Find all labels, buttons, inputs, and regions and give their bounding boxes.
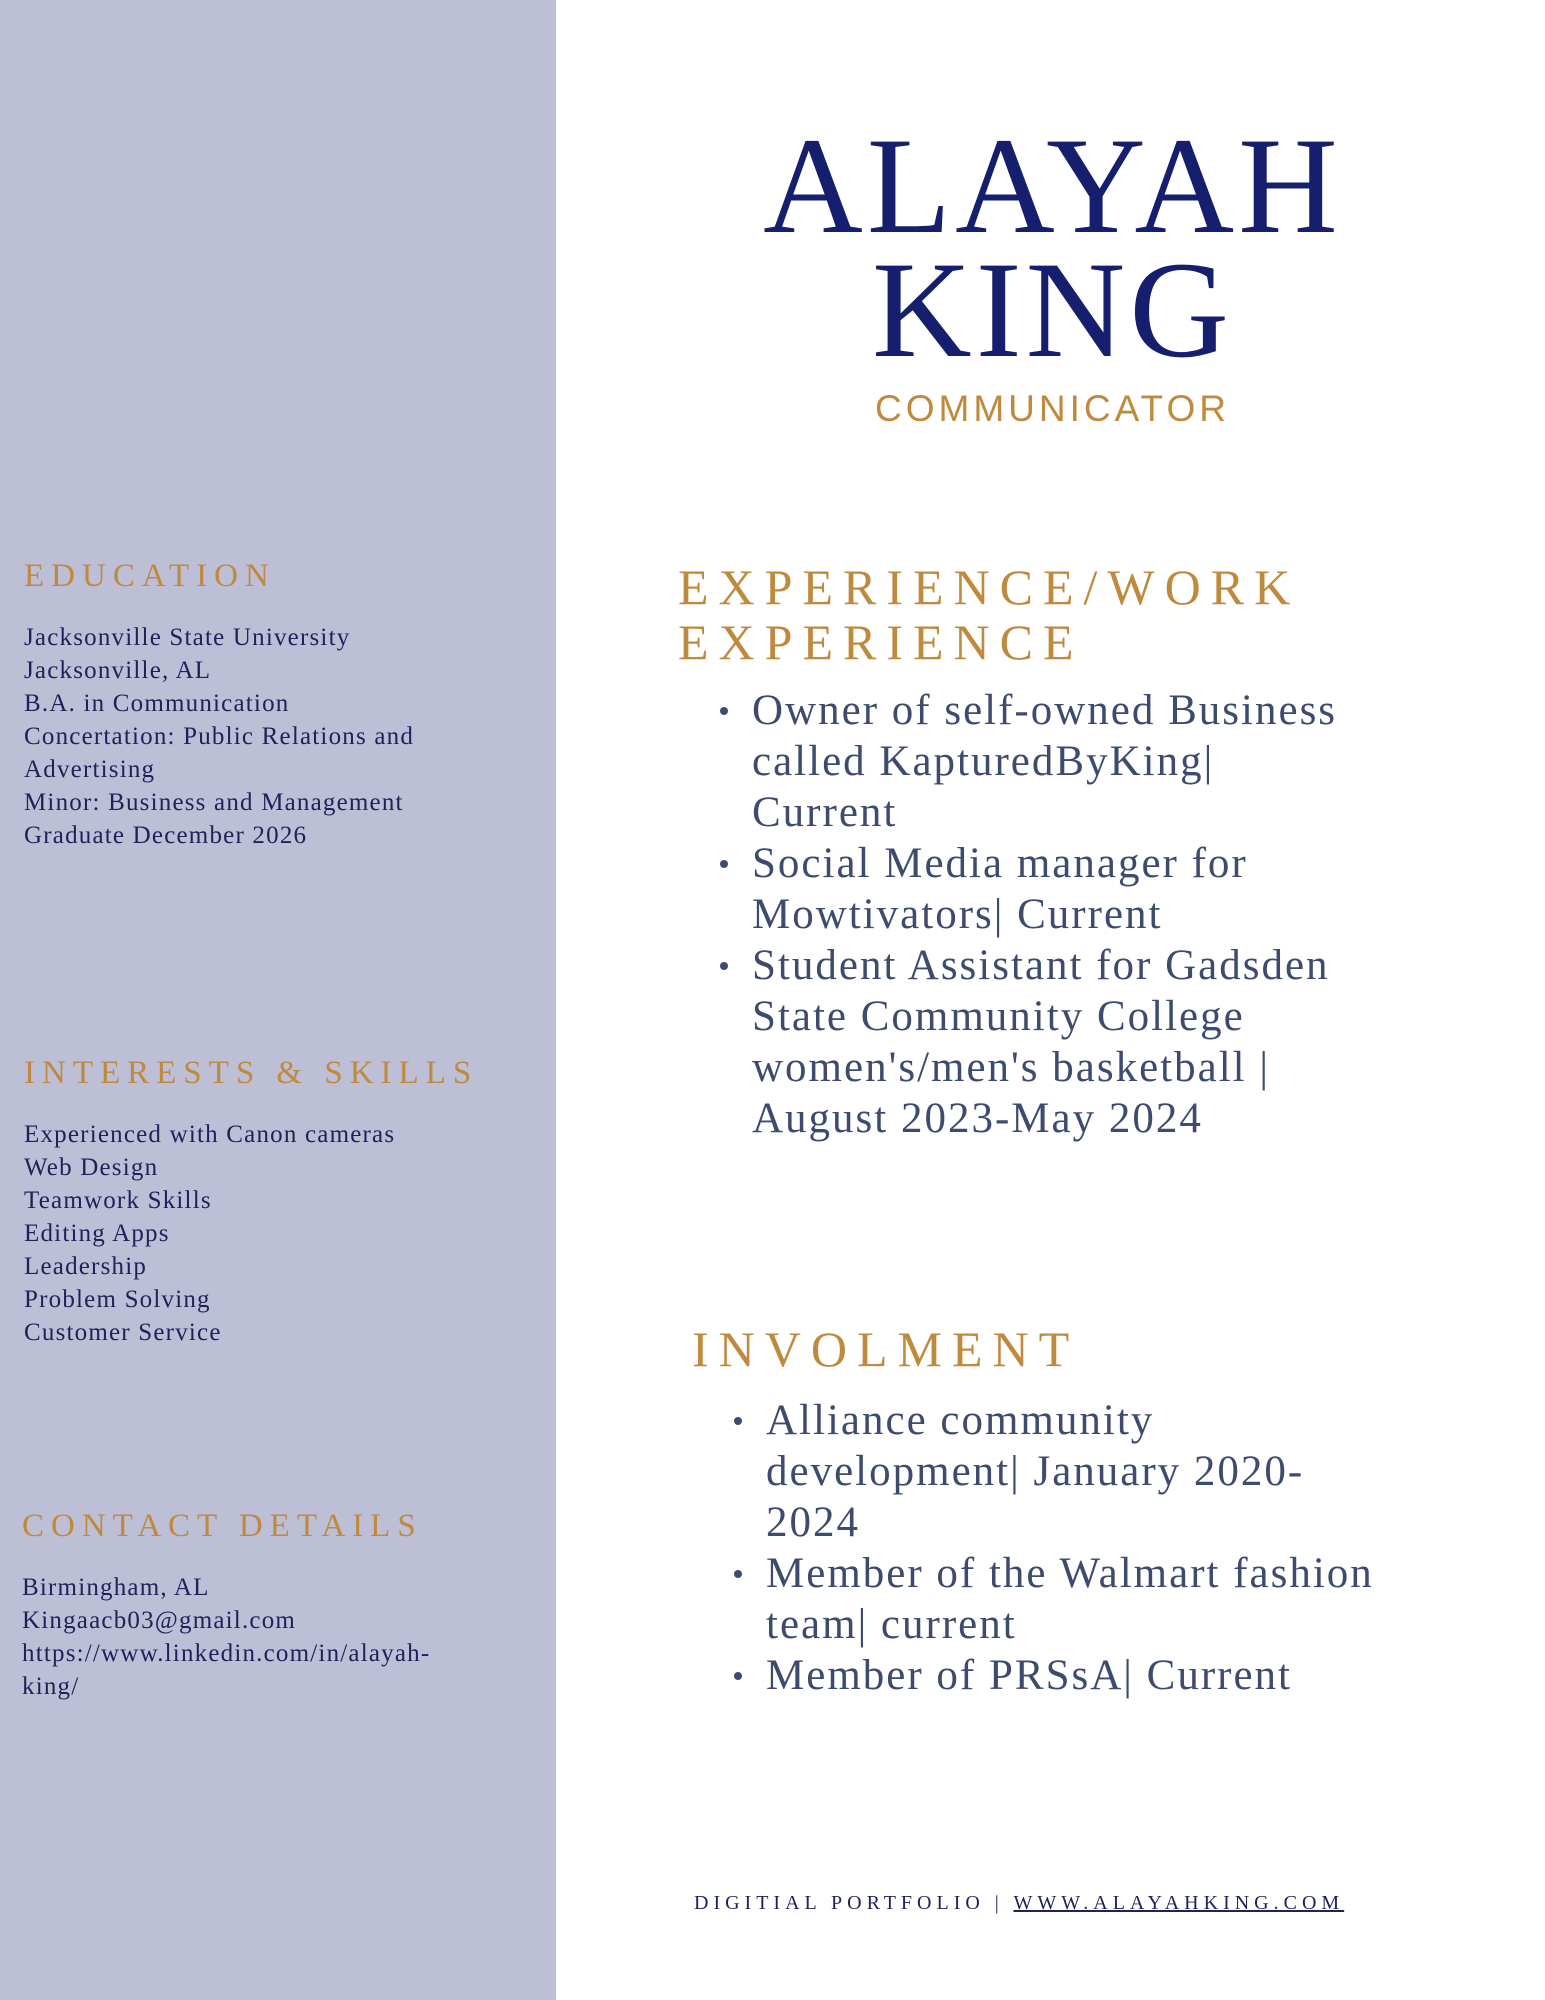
education-line: Minor: Business and Management: [24, 789, 404, 816]
item-line: Member of the Walmart fashion: [766, 1550, 1374, 1597]
item-line: 2024: [766, 1499, 860, 1546]
list-item: [734, 1395, 1374, 1548]
education-line: Concertation: Public Relations and: [24, 723, 415, 750]
sidebar: [0, 0, 556, 2000]
footer-label: DIGITIAL PORTFOLIO |: [694, 1892, 1014, 1914]
item-line: women's/men's basketball |: [752, 1044, 1270, 1091]
list-item: [720, 685, 1337, 838]
education-line: Jacksonville State University: [24, 624, 351, 651]
list-item: [720, 838, 1337, 940]
education-line: Graduate December 2026: [24, 822, 308, 849]
skill-item: Problem Solving: [24, 1286, 211, 1313]
footer: [694, 1892, 1344, 1915]
item-line: development| January 2020-: [766, 1448, 1305, 1495]
skill-item: Web Design: [24, 1154, 159, 1181]
skill-item: Experienced with Canon cameras: [24, 1121, 396, 1148]
experience-list: [720, 685, 1337, 1144]
experience-heading: [678, 560, 1300, 670]
list-item: [734, 1548, 1374, 1650]
item-line: Current: [752, 789, 898, 836]
contact-linkedin-cont[interactable]: king/: [22, 1673, 80, 1700]
education-heading: EDUCATION: [24, 558, 276, 594]
item-line: team| current: [766, 1601, 1017, 1648]
item-line: Alliance community: [766, 1397, 1155, 1444]
education-section: [24, 558, 524, 852]
involvement-list: [734, 1395, 1374, 1701]
education-line: Advertising: [24, 756, 156, 783]
contact-section: [22, 1508, 522, 1703]
contact-linkedin[interactable]: https://www.linkedin.com/in/alayah-: [22, 1640, 431, 1667]
experience-heading-line: EXPERIENCE: [678, 614, 1084, 670]
education-lines: [24, 621, 524, 852]
item-line: Student Assistant for Gadsden: [752, 942, 1330, 989]
contact-email[interactable]: Kingaacb03@gmail.com: [22, 1607, 297, 1634]
interests-heading: INTERESTS & SKILLS: [24, 1055, 479, 1091]
interests-section: [24, 1055, 524, 1349]
involvement-heading: INVOLMENT: [692, 1321, 1080, 1377]
education-line: Jacksonville, AL: [24, 657, 212, 684]
item-line: Social Media manager for: [752, 840, 1248, 887]
name-first: ALAYAH: [763, 109, 1342, 262]
skill-item: Teamwork Skills: [24, 1187, 212, 1214]
portfolio-link[interactable]: WWW.ALAYAHKING.COM: [1013, 1892, 1345, 1914]
contact-location: Birmingham, AL: [22, 1574, 210, 1601]
contact-heading: CONTACT DETAILS: [22, 1508, 423, 1544]
job-title: COMMUNICATOR: [875, 388, 1230, 429]
item-line: Owner of self-owned Business: [752, 687, 1338, 734]
item-line: Mowtivators| Current: [752, 891, 1163, 938]
education-line: B.A. in Communication: [24, 690, 290, 717]
item-line: State Community College: [752, 993, 1245, 1040]
skill-item: Customer Service: [24, 1319, 222, 1346]
skill-item: Editing Apps: [24, 1220, 170, 1247]
interests-lines: [24, 1118, 524, 1349]
contact-lines: [22, 1571, 522, 1703]
skill-item: Leadership: [24, 1253, 148, 1280]
experience-heading-line: EXPERIENCE/WORK: [678, 559, 1301, 615]
name-last: KING: [872, 233, 1233, 386]
item-line: August 2023-May 2024: [752, 1095, 1203, 1142]
item-line: Member of PRSsA| Current: [766, 1652, 1292, 1699]
list-item: [734, 1650, 1374, 1701]
list-item: [720, 940, 1337, 1144]
item-line: called KapturedByKing|: [752, 738, 1215, 785]
